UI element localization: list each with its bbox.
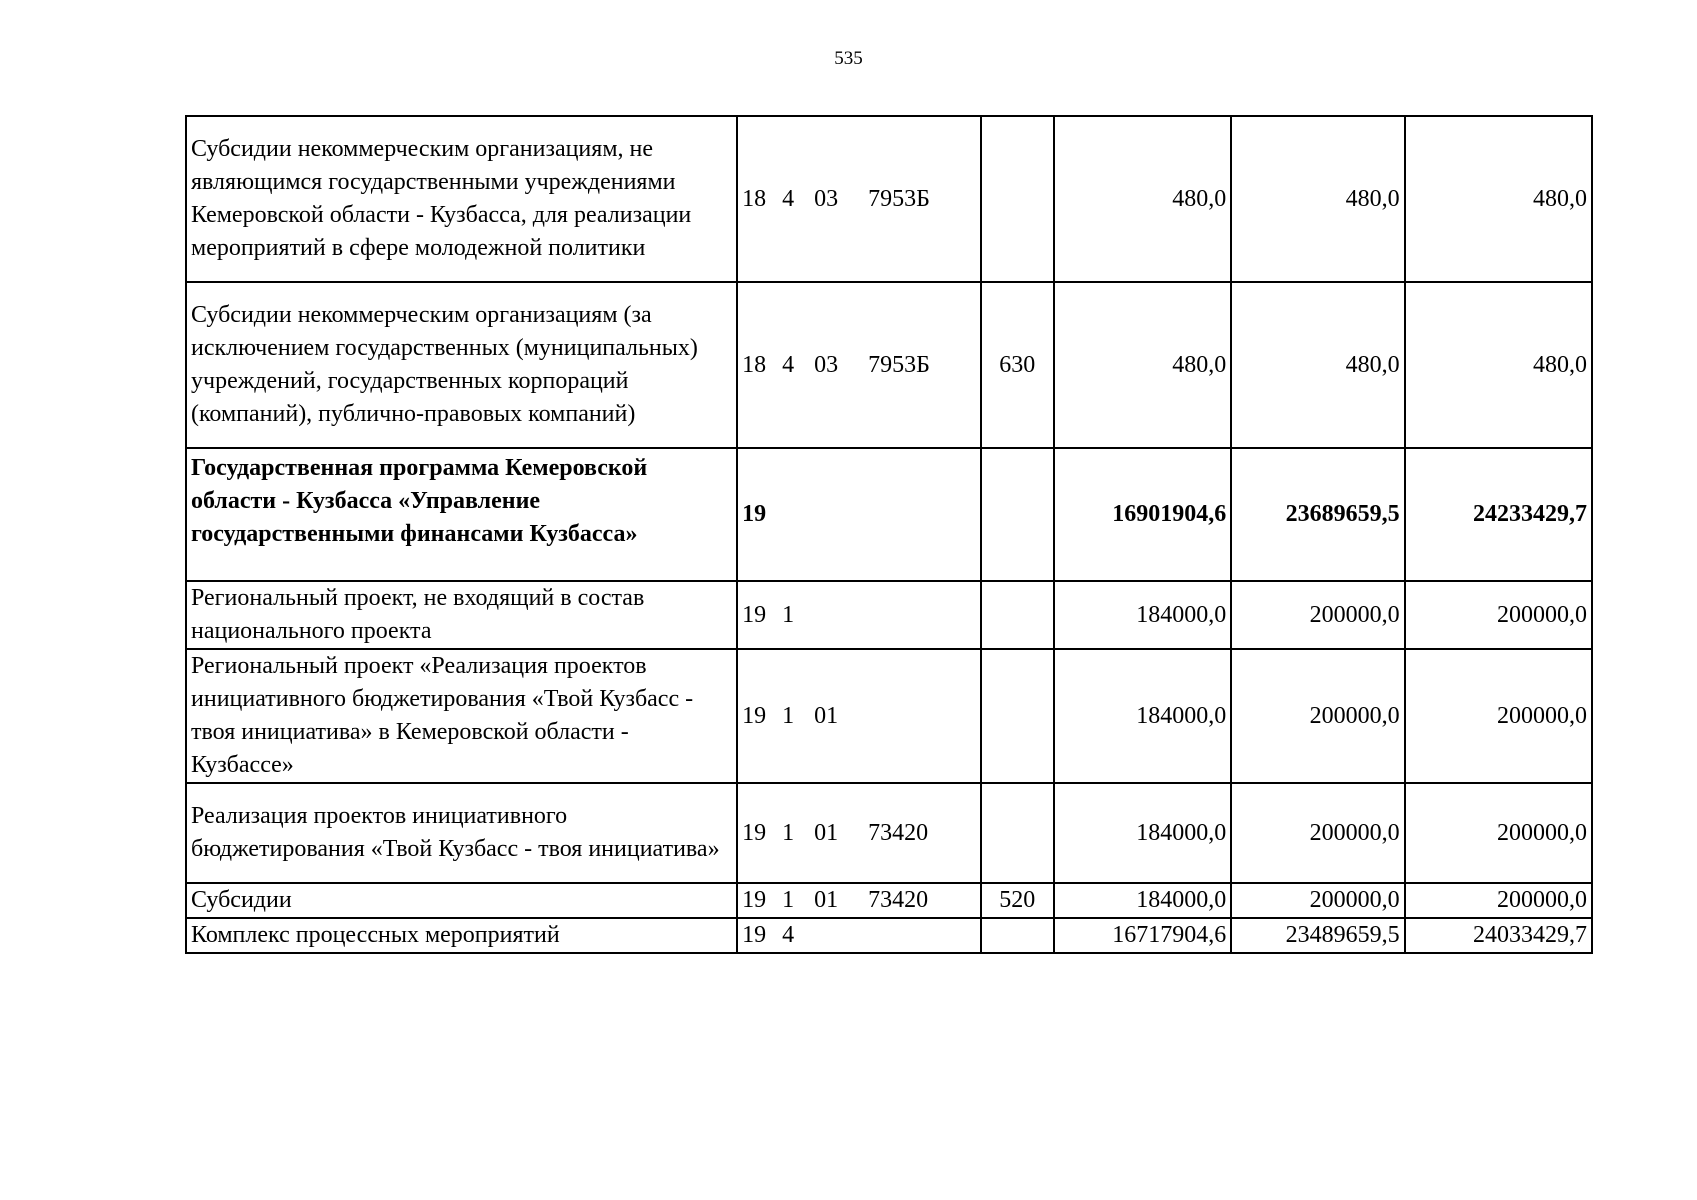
row-expense-type [981,581,1054,649]
table-row [186,282,1592,448]
row-value-1: 480,0 [1054,282,1231,448]
row-code: 19 4 [737,918,981,953]
row-value-1: 16901904,6 [1054,448,1231,581]
row-expense-type: 520 [981,883,1054,918]
row-expense-type [981,116,1054,282]
row-value-2: 480,0 [1231,282,1404,448]
row-expense-type [981,649,1054,783]
row-code: 19 1 01 [737,649,981,783]
row-value-3: 24233429,7 [1405,448,1592,581]
table-row [186,649,1592,783]
row-value-1: 184000,0 [1054,783,1231,883]
page-number: 535 [834,48,863,69]
row-expense-type: 630 [981,282,1054,448]
row-name: Государственная программа Кемеровской области - Кузбасса «Управление государственными финансами Кузбасса» [186,448,737,581]
row-name: Реализация проектов инициативного бюджетирования «Твой Кузбасс - твоя инициатива» [186,783,737,883]
row-value-2: 23489659,5 [1231,918,1404,953]
budget-table [185,115,1593,954]
row-name: Субсидии некоммерческим организациям (за исключением государственных (муниципальных) учреждений, государственных корпораций (компаний), публично-правовых компаний) [186,282,737,448]
row-value-2: 23689659,5 [1231,448,1404,581]
row-value-3: 200000,0 [1405,883,1592,918]
row-value-3: 200000,0 [1405,783,1592,883]
table-row [186,581,1592,649]
row-value-1: 184000,0 [1054,649,1231,783]
row-name: Субсидии [186,883,737,918]
row-value-2: 200000,0 [1231,783,1404,883]
row-value-1: 480,0 [1054,116,1231,282]
row-name: Региональный проект «Реализация проектов инициативного бюджетирования «Твой Кузбасс - твоя инициатива» в Кемеровской области - Кузбассе» [186,649,737,783]
row-expense-type [981,783,1054,883]
row-code: 19 [737,448,981,581]
row-name: Субсидии некоммерческим организациям, не являющимся государственными учреждениями Кемеровской области - Кузбасса, для реализации мероприятий в сфере молодежной политики [186,116,737,282]
row-value-2: 200000,0 [1231,581,1404,649]
row-value-3: 24033429,7 [1405,918,1592,953]
table-row [186,116,1592,282]
row-expense-type [981,918,1054,953]
row-value-1: 16717904,6 [1054,918,1231,953]
row-value-3: 200000,0 [1405,649,1592,783]
row-expense-type [981,448,1054,581]
row-value-3: 200000,0 [1405,581,1592,649]
row-code: 19 1 01 73420 [737,883,981,918]
row-code: 18 4 03 7953Б [737,282,981,448]
row-value-1: 184000,0 [1054,883,1231,918]
table-row [186,918,1592,953]
row-name: Комплекс процессных мероприятий [186,918,737,953]
row-value-2: 200000,0 [1231,649,1404,783]
table-row [186,883,1592,918]
row-value-2: 200000,0 [1231,883,1404,918]
row-name: Региональный проект, не входящий в состав национального проекта [186,581,737,649]
row-code: 19 1 01 73420 [737,783,981,883]
row-value-3: 480,0 [1405,282,1592,448]
row-value-2: 480,0 [1231,116,1404,282]
table-row [186,448,1592,581]
table-row [186,783,1592,883]
row-code: 19 1 [737,581,981,649]
row-code: 18 4 03 7953Б [737,116,981,282]
row-value-3: 480,0 [1405,116,1592,282]
row-value-1: 184000,0 [1054,581,1231,649]
